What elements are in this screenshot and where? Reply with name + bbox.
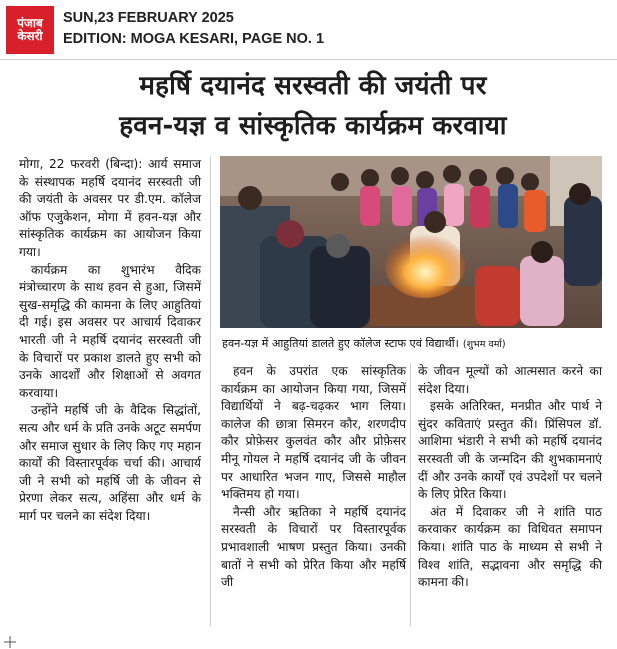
photo-caption bbox=[222, 336, 604, 353]
edition-info bbox=[63, 8, 324, 50]
headline-line-1: महर्षि दयानंद सरस्वती की जयंती पर bbox=[139, 71, 487, 101]
masthead bbox=[0, 0, 617, 62]
article-column-3 bbox=[418, 363, 602, 592]
article-paragraph: हवन के उपरांत एक सांस्कृतिक कार्यक्रम का आयोजन किया गया, जिसमें विद्यार्थियों ने बढ़-चढ़कर भाग लिया। कालेज की छात्रा सिमरन कौर, शरणदीप कौर प्रोफ़ेसर कुलवंत कौर और प्रोफ़ेसर मीनू गोयल ने महर्षि दयानंद जी के जीवन पर आधारित भजन गाए, जिससे माहौल भक्तिमय हो गया। bbox=[221, 364, 406, 502]
article-column-1 bbox=[19, 156, 201, 525]
edition-page: EDITION: MOGA KESARI, PAGE NO. 1 bbox=[63, 31, 325, 47]
column-divider bbox=[410, 363, 411, 626]
article-paragraph: के जीवन मूल्यों को आत्मसात करने का संदेश दिया। bbox=[418, 364, 602, 396]
publication-date: SUN,23 FEBRUARY 2025 bbox=[63, 10, 234, 26]
logo-line-1: पंजाब bbox=[17, 15, 43, 30]
header-divider bbox=[0, 59, 617, 60]
article-paragraph: उन्होंने महर्षि जी के वैदिक सिद्धांतों, सत्य और धर्म के प्रति उनके अटूट समर्पण और समाज सुधार के लिए किए गए महान कार्यों की विस्तारपूर्वक चर्चा की। आचार्य जी ने सभी को महर्षि जी के जीवन से प्रेरणा लेकर सत्य, अहिंसा और धर्म के मार्ग पर चलने का संदेश दिया। bbox=[19, 403, 201, 523]
article-paragraph: मोगा, 22 फरवरी (बिन्दा): आर्य समाज के संस्थापक महर्षि दयानंद सरस्वती जी की जयंती के अवसर पर डी.एम. कॉलेज ऑफ एजुकेशन, मोगा में हवन-यज्ञ और सांस्कृतिक कार्यक्रम का आयोजन किया गया। bbox=[19, 157, 201, 259]
logo-line-2: केसरी bbox=[17, 29, 43, 43]
punjab-kesari-logo bbox=[6, 6, 54, 54]
caption-text: हवन-यज्ञ में आहुतियां डालते हुए कॉलेज स्टाफ एवं विद्यार्थी। bbox=[222, 337, 459, 350]
column-divider bbox=[210, 156, 211, 626]
crosshair-icon bbox=[4, 636, 16, 648]
article-column-2 bbox=[221, 363, 406, 592]
photo-credit: (शुभम वर्मा) bbox=[462, 339, 506, 350]
article-paragraph: अंत में दिवाकर जी ने शांति पाठ करवाकर कार्यक्रम का विधिवत समापन किया। शांति पाठ के माध्यम से सभी ने विश्व शांति, सद्भावना और समृद्धि की कामना की। bbox=[418, 504, 602, 590]
havan-photo-illustration bbox=[220, 156, 602, 328]
article-paragraph: इसके अतिरिक्त, मनप्रीत और पार्थ ने सुंदर कविताएं प्रस्तुत कीं। प्रिंसिपल डॉ. आशिमा भंडारी ने सभी को महर्षि दयानंद सरस्वती जी के जन्मदिन की शुभकामनाएं दीं और उनके कार्यों एवं उपदेशों पर चलने के लिए प्रेरित किया। bbox=[418, 399, 602, 502]
article-headline bbox=[18, 66, 608, 146]
event-photo bbox=[220, 156, 602, 328]
article-paragraph: कार्यक्रम का शुभारंभ वैदिक मंत्रोच्चारण के साथ हवन से हुआ, जिसमें सुख-समृद्धि की कामना के लिए आहुतियां दी गई। इस अवसर पर आचार्य दिवाकर भारती जी ने महर्षि दयानंद सरस्वती जी के विचारों पर प्रकाश डालते हुए सभी को उनके आदर्शों और शिक्षाओं से अवगत करवाया। bbox=[19, 262, 201, 400]
article-paragraph: नैन्सी और ऋतिका ने महर्षि दयानंद सरस्वती के विचारों पर विस्तारपूर्वक प्रभावशाली भाषण प्रस्तुत किया। उनकी बातों ने सभी को प्रेरित किया और महर्षि जी bbox=[221, 504, 406, 590]
headline-line-2: हवन-यज्ञ व सांस्कृतिक कार्यक्रम करवाया bbox=[119, 111, 507, 141]
